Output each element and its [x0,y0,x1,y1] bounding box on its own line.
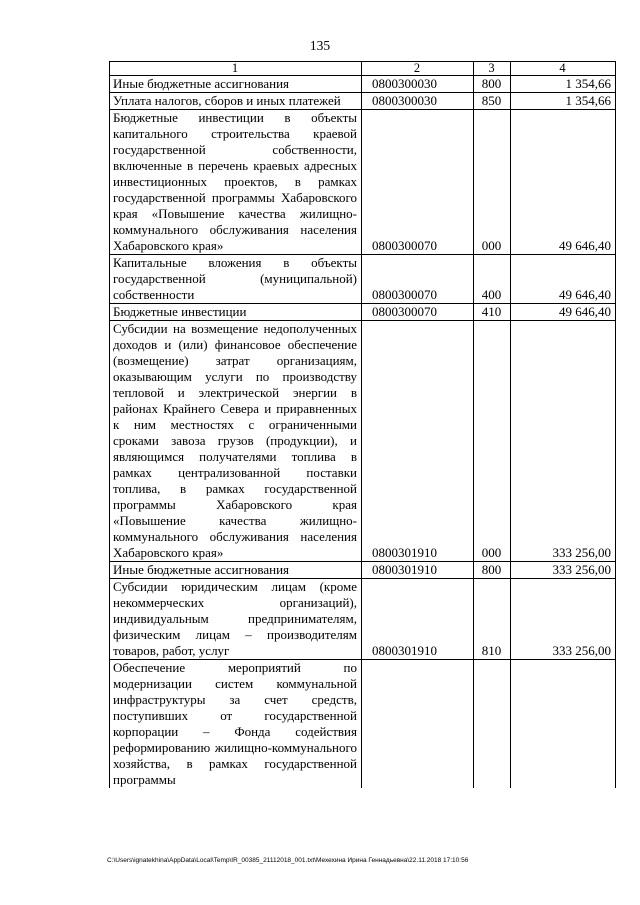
row-name: Иные бюджетные ассигнования [110,562,362,579]
row-amount: 1 354,66 [511,93,616,110]
table-row [110,76,616,93]
row-code: 0800300070 [362,110,474,255]
header-col-2: 2 [362,62,474,76]
table-row [110,304,616,321]
row-type: 800 [474,562,511,579]
row-name: Уплата налогов, сборов и иных платежей [110,93,362,110]
row-code: 0800301910 [362,321,474,562]
row-amount: 49 646,40 [511,255,616,304]
row-name: Субсидии на возмещение недополученных доходов и (или) финансовое обеспечение (возмещение) затрат организациям, оказывающим услуги по производству тепловой и электрической энергии в районах Крайнего Севера и приравненных к ним местностях с ограниченными сроками завоза грузов (продукции), и являющимся получателями топлива в рамках централизованной поставки топлива, в рамках государственной программы Хабаровского края «Повышение качества жилищно-коммунального обслуживания населения Хабаровского края» [110,321,362,562]
table-row [110,562,616,579]
row-type: 400 [474,255,511,304]
row-amount: 333 256,00 [511,579,616,660]
row-name: Обеспечение мероприятий по модернизации систем коммунальной инфраструктуры за счет средств, поступивших от государственной корпорации – Фонда содействия реформированию жилищно-коммунального хозяйства, в рамках государственной программы [110,660,362,789]
row-name: Иные бюджетные ассигнования [110,76,362,93]
table-row [110,660,616,789]
header-col-4: 4 [511,62,616,76]
row-name: Капитальные вложения в объекты государственной (муниципальной) собственности [110,255,362,304]
row-name: Бюджетные инвестиции в объекты капитального строительства краевой государственной собственности, включенные в перечень краевых адресных инвестиционных проектов, в рамках государственной программы Хабаровского края «Повышение качества жилищно-коммунального обслуживания населения Хабаровского края» [110,110,362,255]
row-amount: 333 256,00 [511,562,616,579]
table-row [110,110,616,255]
row-amount: 49 646,40 [511,110,616,255]
table-row [110,93,616,110]
file-path-footer: C:\Users\ignatekhina\AppData\Local\Temp\IR_00385_21112018_001.txt\Мехехина Ирина Геннадьевна\22.11.2018 17:10:56 [107,857,469,864]
row-amount: 49 646,40 [511,304,616,321]
table-header-row [110,62,616,76]
row-type: 850 [474,93,511,110]
row-type [474,660,511,789]
header-col-3: 3 [474,62,511,76]
row-type: 000 [474,321,511,562]
table-row [110,321,616,562]
row-amount: 1 354,66 [511,76,616,93]
row-code: 0800300030 [362,93,474,110]
row-code: 0800301910 [362,562,474,579]
row-code [362,660,474,789]
row-type: 410 [474,304,511,321]
table-row [110,579,616,660]
table-row [110,255,616,304]
row-code: 0800300070 [362,255,474,304]
row-name: Субсидии юридическим лицам (кроме некоммерческих организаций), индивидуальным предпринимателям, физическим лицам – производителям товаров, работ, услуг [110,579,362,660]
page-number: 135 [309,38,331,53]
budget-table [109,61,616,788]
row-amount: 333 256,00 [511,321,616,562]
header-col-1: 1 [110,62,362,76]
row-code: 0800301910 [362,579,474,660]
row-type: 000 [474,110,511,255]
row-amount [511,660,616,789]
row-name: Бюджетные инвестиции [110,304,362,321]
row-type: 810 [474,579,511,660]
row-code: 0800300070 [362,304,474,321]
row-type: 800 [474,76,511,93]
row-code: 0800300030 [362,76,474,93]
